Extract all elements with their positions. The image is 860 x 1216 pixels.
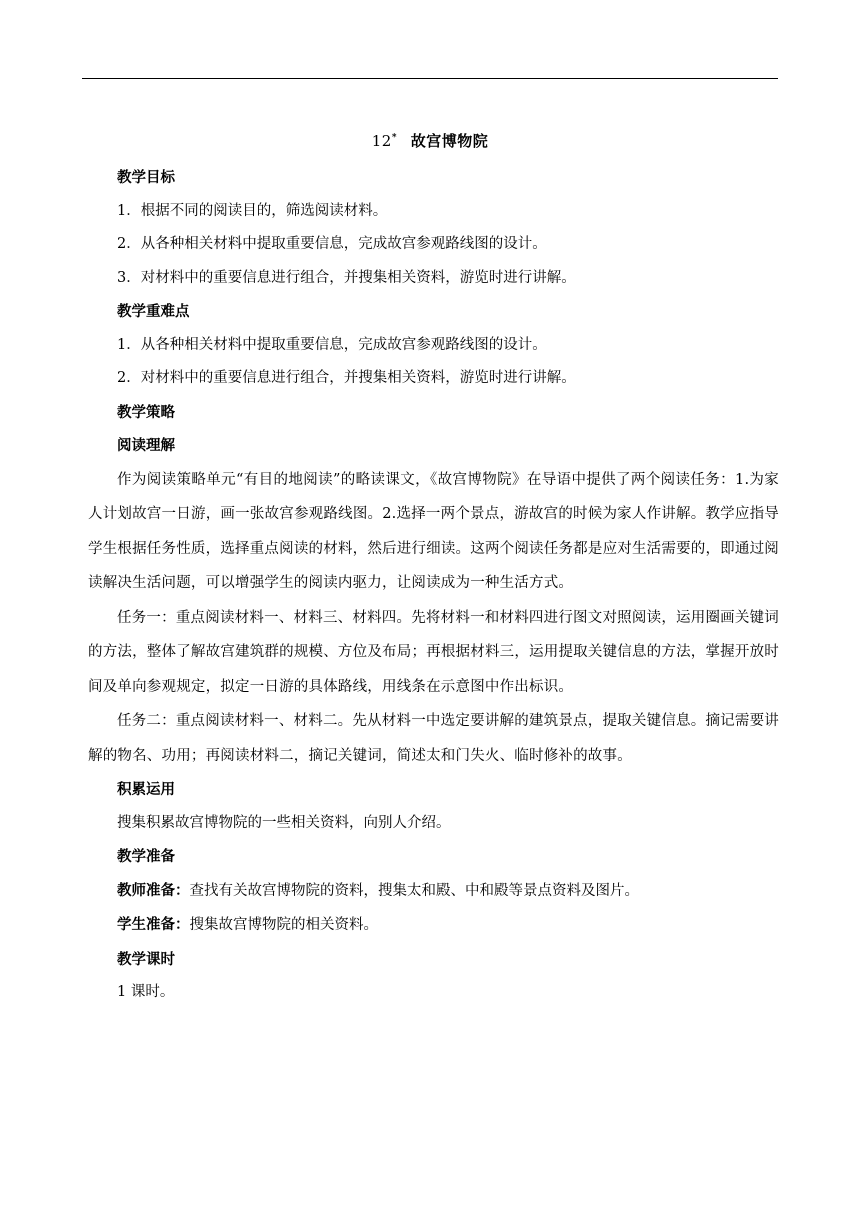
goals-heading: 教学目标 <box>117 169 175 186</box>
accumulate-heading: 积累运用 <box>117 781 175 798</box>
lesson-title <box>0 130 860 151</box>
key-point-item: 1．从各种相关材料中提取重要信息，完成故宫参观路线图的设计。 <box>117 336 547 353</box>
teacher-prep <box>117 874 779 909</box>
reading-paragraph: 任务一：重点阅读材料一、材料三、材料四。先将材料一和材料四进行图文对照阅读，运用圈画关键词的方法，整体了解故宫建筑群的规模、方位及布局；再根据材料三，运用提取关键信息的方法，掌握开放时间及单向参观规定，拟定一日游的具体路线，用线条在示意图中作出标识。 <box>88 609 779 695</box>
reading-heading: 阅读理解 <box>117 437 175 454</box>
goal-item: 3．对材料中的重要信息进行组合，并搜集相关资料，游览时进行讲解。 <box>117 269 576 286</box>
strategy-heading: 教学策略 <box>117 403 175 421</box>
document-body <box>88 161 779 1010</box>
hours-heading: 教学课时 <box>117 950 175 968</box>
key-points-heading: 教学重难点 <box>117 303 190 320</box>
lesson-star: * <box>391 133 398 143</box>
teacher-prep-text: 查找有关故宫博物院的资料，搜集太和殿、中和殿等景点资料及图片。 <box>189 882 639 899</box>
lesson-number: 12 <box>371 132 392 150</box>
student-prep-text: 搜集故宫博物院的相关资料。 <box>189 917 378 933</box>
reading-paragraph: 作为阅读策略单元“有目的地阅读”的略读课文，《故宫博物院》在导语中提供了两个阅读任务：1.为家人计划故宫一日游，画一张故宫参观路线图。2.选择一两个景点，游故宫的时候为家人作讲解。教学应指导学生根据任务性质，选择重点阅读的材料，然后进行细读。这两个阅读任务都是应对生活需要的，即通过阅读解决生活问题，可以增强学生的阅读内驱力，让阅读成为一种生活方式。 <box>88 471 779 591</box>
goal-item: 1．根据不同的阅读目的，筛选阅读材料。 <box>117 202 388 219</box>
prep-heading: 教学准备 <box>117 848 175 865</box>
reading-paragraph: 任务二：重点阅读材料一、材料二。先从材料一中选定要讲解的建筑景点，提取关键信息。摘记需要讲解的物名、功用；再阅读材料二，摘记关键词，简述太和门失火、临时修补的故事。 <box>88 713 779 764</box>
student-prep <box>117 908 779 943</box>
student-prep-label: 学生准备： <box>117 916 190 933</box>
header-rule <box>82 78 778 79</box>
hours-text: 1 课时。 <box>117 984 175 1000</box>
teacher-prep-label: 教师准备： <box>117 881 190 899</box>
key-point-item: 2．对材料中的重要信息进行组合，并搜集相关资料，游览时进行讲解。 <box>117 370 576 386</box>
goal-item: 2．从各种相关材料中提取重要信息，完成故宫参观路线图的设计。 <box>117 236 547 252</box>
accumulate-text: 搜集积累故宫博物院的一些相关资料，向别人介绍。 <box>117 814 451 831</box>
lesson-title-text: 故宫博物院 <box>410 132 489 150</box>
